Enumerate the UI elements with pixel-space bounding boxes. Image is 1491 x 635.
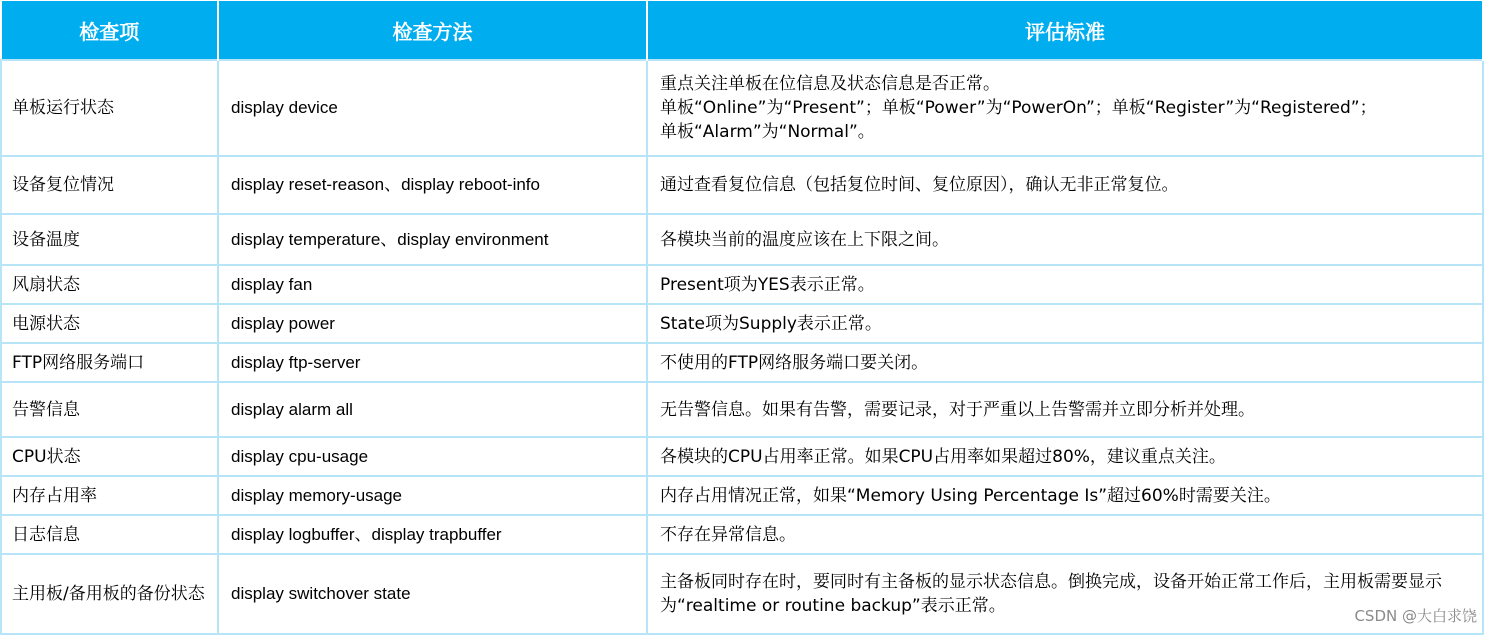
row-item: 日志信息 bbox=[1, 515, 218, 554]
row-item: 告警信息 bbox=[1, 382, 218, 437]
row-criteria: 通过查看复位信息（包括复位时间、复位原因），确认无非正常复位。 bbox=[647, 156, 1483, 214]
row-item: 电源状态 bbox=[1, 304, 218, 343]
row-criteria: 无告警信息。如果有告警，需要记录，对于严重以上告警需并立即分析并处理。 bbox=[647, 382, 1483, 437]
table-row bbox=[1, 265, 1483, 304]
row-criteria: 各模块的CPU占用率正常。如果CPU占用率如果超过80%，建议重点关注。 bbox=[647, 437, 1483, 476]
row-criteria: 不使用的FTP网络服务端口要关闭。 bbox=[647, 343, 1483, 382]
criteria-line: 重点关注单板在位信息及状态信息是否正常。 bbox=[660, 74, 1000, 94]
row-method: display alarm all bbox=[218, 382, 647, 437]
header-criteria: 评估标准 bbox=[647, 1, 1483, 61]
row-method: display device bbox=[218, 60, 647, 156]
table-row bbox=[1, 437, 1483, 476]
criteria-line: 单板“Alarm”为“Normal”。 bbox=[660, 122, 875, 142]
table-header-row bbox=[1, 1, 1483, 61]
row-method: display ftp-server bbox=[218, 343, 647, 382]
criteria-line: 单板“Online”为“Present”；单板“Power”为“PowerOn”；单板“Register”为“Registered”； bbox=[660, 98, 1377, 118]
row-method: display logbuffer、display trapbuffer bbox=[218, 515, 647, 554]
row-criteria bbox=[647, 60, 1483, 156]
row-item: 风扇状态 bbox=[1, 265, 218, 304]
row-criteria: State项为Supply表示正常。 bbox=[647, 304, 1483, 343]
table-row bbox=[1, 156, 1483, 214]
table-row bbox=[1, 476, 1483, 515]
watermark: CSDN @大白求饶 bbox=[1354, 607, 1477, 625]
row-item: 设备温度 bbox=[1, 214, 218, 265]
header-check-method: 检查方法 bbox=[218, 1, 647, 61]
row-method: display temperature、display environment bbox=[218, 214, 647, 265]
table-row bbox=[1, 554, 1483, 634]
row-method: display reset-reason、display reboot-info bbox=[218, 156, 647, 214]
table-row bbox=[1, 60, 1483, 156]
row-item: 设备复位情况 bbox=[1, 156, 218, 214]
row-method: display fan bbox=[218, 265, 647, 304]
row-method: display cpu-usage bbox=[218, 437, 647, 476]
table-row bbox=[1, 515, 1483, 554]
row-criteria: Present项为YES表示正常。 bbox=[647, 265, 1483, 304]
row-method: display power bbox=[218, 304, 647, 343]
row-criteria: 内存占用情况正常，如果“Memory Using Percentage Is”超过60%时需要关注。 bbox=[647, 476, 1483, 515]
table-row bbox=[1, 382, 1483, 437]
table-row bbox=[1, 343, 1483, 382]
row-criteria: 不存在异常信息。 bbox=[647, 515, 1483, 554]
row-method: display switchover state bbox=[218, 554, 647, 634]
row-item: CPU状态 bbox=[1, 437, 218, 476]
row-item: 单板运行状态 bbox=[1, 60, 218, 156]
table-row bbox=[1, 304, 1483, 343]
row-item: 内存占用率 bbox=[1, 476, 218, 515]
row-item: 主用板/备用板的备份状态 bbox=[1, 554, 218, 634]
row-method: display memory-usage bbox=[218, 476, 647, 515]
table-row bbox=[1, 214, 1483, 265]
row-criteria: 各模块当前的温度应该在上下限之间。 bbox=[647, 214, 1483, 265]
header-check-item: 检查项 bbox=[1, 1, 218, 61]
row-item: FTP网络服务端口 bbox=[1, 343, 218, 382]
row-criteria: 主备板同时存在时，要同时有主备板的显示状态信息。倒换完成，设备开始正常工作后，主用板需要显示为“realtime or routine backup”表示正常。 bbox=[647, 554, 1483, 634]
